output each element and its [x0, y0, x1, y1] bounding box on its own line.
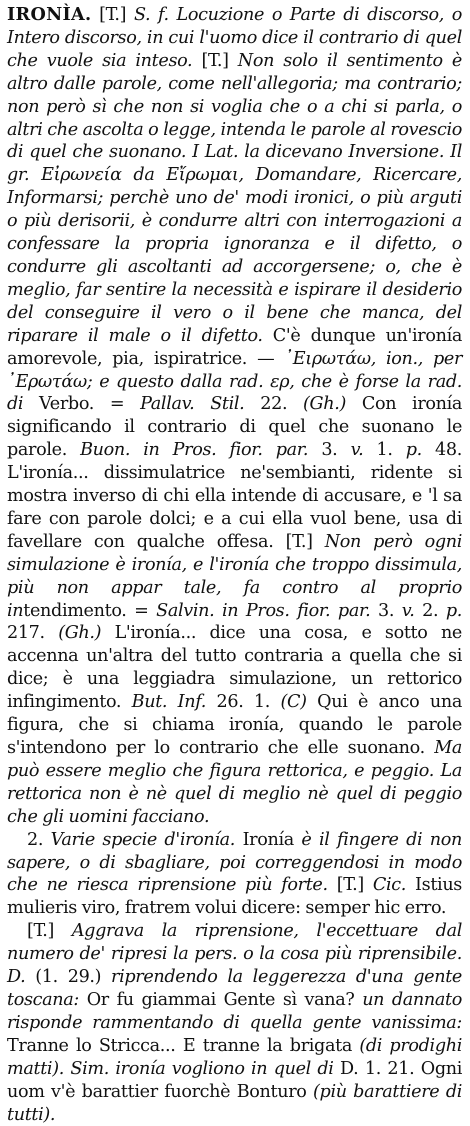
text-run: un dannato risponde rammentando di quella gente vanissima: [7, 989, 462, 1033]
text-run: tendimento. = [23, 600, 157, 621]
text-run: Pallav. Stil. [140, 394, 261, 415]
text-run: da [121, 165, 167, 186]
text-run: Buon. in Pros. fior. par. [80, 440, 322, 461]
text-run: D. 1. 21. Ogni uom v'è barattier fuorchè Bonturo [7, 1058, 462, 1102]
text-run: Salvin. in Pros. fior. par. [156, 600, 378, 621]
text-run: v. [350, 440, 377, 461]
text-run: Ironía [242, 829, 302, 850]
text-run: 2. [422, 600, 446, 621]
greek-term: Εἰρωνεία [41, 165, 122, 186]
text-run: riprendendo la leggerezza d'una gente toscana: [7, 967, 462, 1010]
text-run: (più barattiere di tutti). [7, 1081, 463, 1125]
text-run: Aggrava la riprensione, l'eccettuare dal numero de' ripresi la pers. o la cosa più riprensibile. D. [7, 921, 463, 988]
text-run: S. f. Locuzione o Parte di discorso, o Intero discorso, in cui l'uomo dice il contrario di quel che vuole sia inteso. [7, 5, 462, 71]
text-run: C'è dunque un'ironía amorevole, pia, ispiratrice. — [7, 325, 463, 369]
text-run: 2. [27, 829, 51, 850]
text-run: Con ironía significando il contrario di quel che suonano le parole. [7, 394, 463, 461]
entry-subsense-paragraph [7, 829, 462, 921]
greek-term: ᾿Ερωτάω [7, 371, 87, 392]
text-run: è il fingere di non sapere, o di sbagliare, poi correggendosi in modo che ne riesca riprensione più forte. [7, 829, 462, 896]
greek-term: ᾿Ειρωτάω [284, 348, 371, 369]
text-run: , ion., per [370, 348, 463, 369]
text-run: Verbo. = [39, 394, 141, 415]
text-run: Istius mulieris viro, fratrem volui dicere: semper hic erro. [7, 875, 462, 919]
text-run: Or fu giammai Gente sì vana? [86, 989, 363, 1010]
text-run: L'ironía... dice una cosa, e sotto ne accenna un'altra del tutto contraria a quella che si dice; è una leggiadra simulazione, un rettorico infingimento. [7, 623, 462, 713]
text-run: 26. 1. [216, 692, 281, 713]
text-run: (di prodighi matti). Sim. ironía vogliono in quel di [7, 1035, 462, 1079]
entry-main-paragraph [7, 4, 462, 829]
text-run: [T.] [336, 875, 373, 896]
text-run: (C) [280, 692, 318, 713]
greek-term: ερ [270, 371, 290, 392]
entry-example-paragraph [7, 920, 462, 1126]
text-run: But. Inf. [131, 692, 217, 713]
text-run: Qui è anco una figura, che si chiama ironía, quando le parole s'intendono per lo contrario che elle suonano. [7, 692, 462, 758]
text-run: 22. [260, 394, 304, 415]
text-run: [T.] [27, 921, 72, 942]
text-run: [T.] [91, 5, 134, 25]
text-run: (1. 29.) [35, 967, 112, 988]
text-run: ; e questo dalla rad. [86, 371, 271, 392]
text-run: 1. [376, 440, 406, 461]
text-run: Cic. [372, 875, 416, 896]
text-run: (Gh.) [58, 623, 115, 644]
text-run: 3. [321, 440, 351, 461]
text-run: 217. [7, 623, 59, 644]
text-run: p. [445, 600, 462, 621]
text-run: 48. L'ironía... dissimulatrice ne'sembianti, ridente si mostra inverso di chi ella intende di accusare, e 'l sa fare con parole dolci; e a cui ella vuol bene, usa di favellare con qualche offesa. [T.] [7, 440, 462, 552]
greek-term: Εἴρωμαι [166, 165, 239, 186]
headword: IRONÌA. [7, 4, 92, 25]
text-run: 3. [377, 600, 402, 621]
text-run: Ma può essere meglio che figura rettorica, e peggio. La rettorica non è nè quel di meglio nè quel di peggio che gli uomini facciano. [7, 738, 462, 827]
text-run: v. [401, 600, 423, 621]
text-run: [T.] [201, 50, 238, 71]
text-run: Varie specie d'ironía. [50, 829, 243, 850]
text-run: , Domandare, Ricercare, Informarsi; perchè uno de' modi ironici, o più arguti o più derisorii, è condurre altri con interrogazioni a confessare la propria ignoranza e il difetto, o condurre gli ascoltanti ad accorgersene; o, che è meglio, far sentire la necessità e ispirare il desiderio del conseguire il vero o il bene che manca, del riparare il male o il difetto. [7, 165, 462, 346]
text-run: p. [405, 440, 436, 461]
text-run: (Gh.) [303, 394, 362, 415]
text-run: , che è forse la rad. di [7, 371, 462, 415]
text-run: Non però ogni simulazione è ironía, e l'ironía che troppo dissimula, più non appar tale, fa contro al proprio in [7, 531, 462, 621]
text-run: Non solo il sentimento è altro dalle parole, come nell'allegoria; ma contrario; non però sì che non si voglia che o a chi si parla, o altri che ascolta o legge, intenda le parole al rovescio di quel che suonano. I Lat. la dicevano Inversione. Il gr. [7, 50, 462, 186]
text-run: Tranne lo Stricca... E tranne la brigata [7, 1035, 360, 1056]
